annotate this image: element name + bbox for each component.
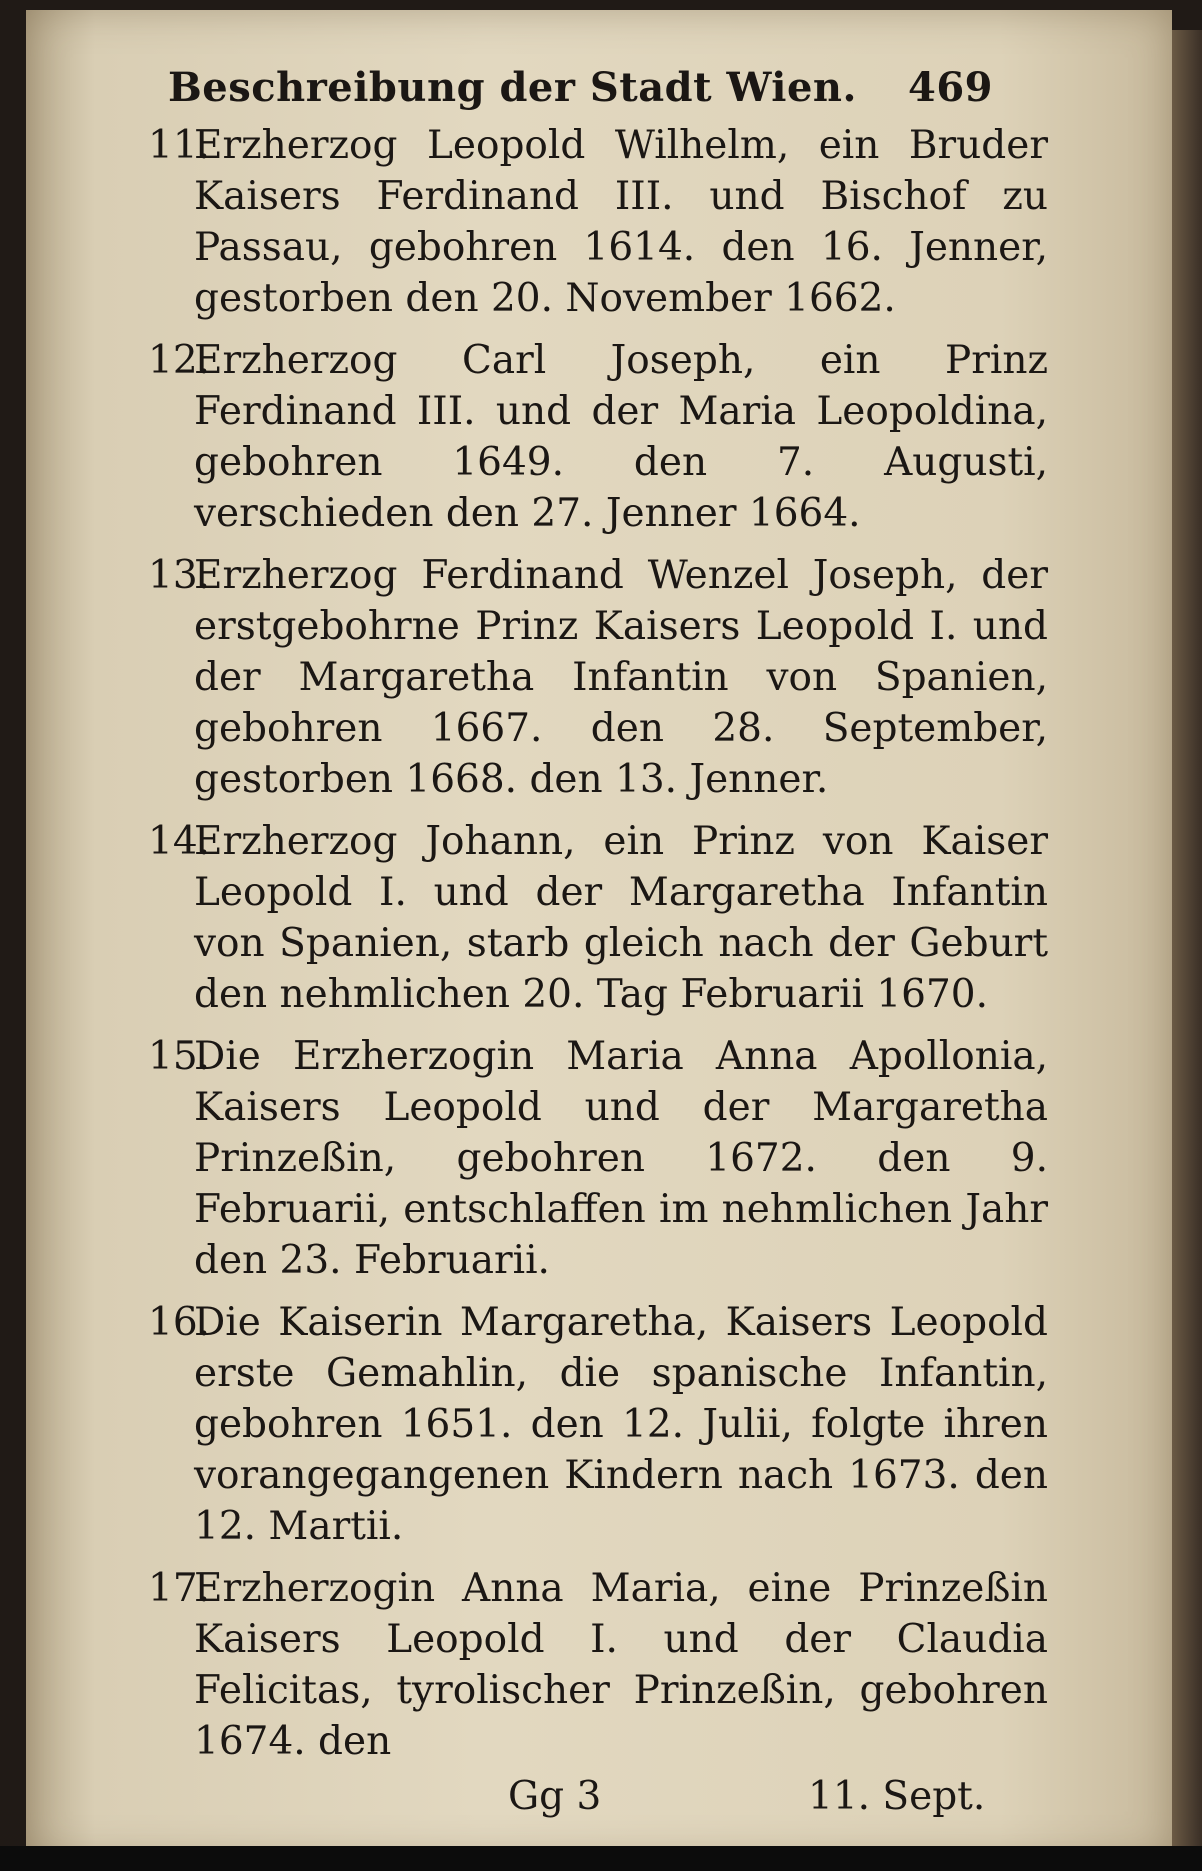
page-footer [148,1774,1048,1824]
catchword: 11. Sept. [808,1774,986,1819]
entry-number: 17. [148,1566,211,1611]
entry-text: Die Erzherzogin Maria Anna Apollonia, Kaisers Leopold und der Margaretha Prinzeßin, gebohren 1672. den 9. Februarii, entschlaffen im nehmlichen Jahr den 23. Februarii. [194,1034,1048,1283]
entry-item [148,550,1048,805]
entry-number: 16. [148,1300,211,1345]
entry-number: 13. [148,553,211,598]
header-title: Beschreibung der Stadt Wien. [168,64,857,111]
scan-border [0,1846,1202,1871]
entry-item [148,1297,1048,1552]
entry-item [148,335,1048,539]
entry-text: Erzherzog Johann, ein Prinz von Kaiser Leopold I. und der Margaretha Infantin von Spanien, starb gleich nach der Geburt den nehmlichen 20. Tag Februarii 1670. [194,819,1048,1017]
running-header [148,58,1048,120]
signature-mark: Gg 3 [508,1774,602,1819]
page-number: 469 [908,64,993,111]
entry-text: Die Kaiserin Margaretha, Kaisers Leopold erste Gemahlin, die spanische Infantin, gebohren 1651. den 12. Julii, folgte ihren vorangegangenen Kindern nach 1673. den 12. Martii. [194,1300,1048,1549]
entry-number: 12. [148,338,211,383]
entry-item [148,1031,1048,1286]
entry-text: Erzherzog Ferdinand Wenzel Joseph, der erstgebohrne Prinz Kaisers Leopold I. und der Margaretha Infantin von Spanien, gebohren 1667. den 28. September, gestorben 1668. den 13. Jenner. [194,553,1048,802]
entry-item [148,120,1048,324]
entry-text: Erzherzog Leopold Wilhelm, ein Bruder Kaisers Ferdinand III. und Bischof zu Passau, gebohren 1614. den 16. Jenner, gestorben den 20. November 1662. [194,123,1048,321]
entry-item [148,1563,1048,1767]
entry-item [148,816,1048,1020]
entry-text: Erzherzogin Anna Maria, eine Prinzeßin Kaisers Leopold I. und der Claudia Felicitas, tyrolischer Prinzeßin, gebohren 1674. den [194,1566,1048,1764]
entry-text: Erzherzog Carl Joseph, ein Prinz Ferdinand III. und der Maria Leopoldina, gebohren 1649. den 7. Augusti, verschieden den 27. Jenner 1664. [194,338,1048,536]
entry-number: 15. [148,1034,211,1079]
page-edge [1172,30,1202,1871]
entry-number: 11. [148,123,211,168]
entry-number: 14. [148,819,211,864]
page-content [148,58,1048,1824]
